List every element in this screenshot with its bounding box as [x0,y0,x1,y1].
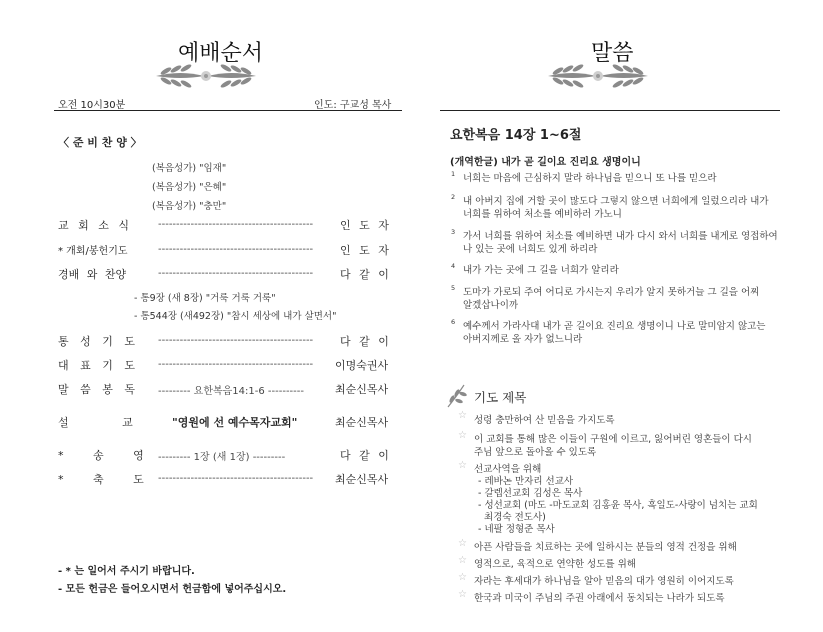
scripture-reading: --------- 요한복음14:1-6 ---------- [158,386,304,397]
order-label: * 송 영 [58,449,144,462]
prayer-item: 이 교회를 통해 많은 이들이 구원에 이르고, 잃어버린 영혼들이 다시 [474,434,752,445]
leaf-sprig-icon [444,383,468,409]
service-time: 오전 10시30분 [58,100,126,111]
mission-item: - 성선교회 (마도 -마도교회 김홍윤 목사, 흑일도-사랑이 넘치는 교회 [478,500,758,511]
header-divider [54,110,402,111]
order-leader-dashes: ------------------------------------------- [158,219,314,230]
prayer-item: 아픈 사람들을 치료하는 곳에 일하시는 분들의 영적 건정을 위해 [474,542,737,553]
verse-text: 내가 가는 곳에 그 길을 너희가 알리라 [463,265,619,276]
order-person: 이명숙권사 [335,359,389,372]
service-leader: 인도: 구교성 목사 [314,100,392,111]
star-bullet-icon: ☆ [458,555,467,566]
star-bullet-icon: ☆ [458,460,467,471]
mission-item: 최경숙 전도사) [478,512,546,523]
order-label: 통 성 기 도 [58,335,135,348]
star-bullet-icon: ☆ [458,589,467,600]
prayer-topics-title: 기도 제목 [474,390,527,405]
note: - * 는 일어서 주시기 바랍니다. [58,566,195,577]
praise-song: (복음성가) "충만" [152,201,227,212]
order-person: 최순신목사 [335,473,389,486]
order-leader-dashes: ------------------------------------------- [158,359,314,370]
verse-number: 2 [451,193,456,201]
mission-item: - 갈렙선교회 김성은 목사 [478,488,583,499]
sermon-page-title: 말씀 [591,41,634,66]
mission-item: - 레바논 만자리 선교사 [478,476,574,487]
mission-item: - 네팔 정형준 목사 [478,524,555,535]
verse-text: 아버지께로 올 자가 없느니라 [463,334,583,345]
verse-text: 너희를 위하여 처소를 예비하러 가노니 [463,209,622,220]
passage-title: 요한복음 14장 1~6절 [450,128,582,143]
order-label: * 축 도 [58,473,144,486]
verse-number: 5 [451,284,456,292]
verse-number: 6 [451,318,456,326]
verse-text: 예수께서 가라사대 내가 곧 길이요 진리요 생명이니 나로 말미암지 않고는 [463,321,766,332]
prayer-item: 자라는 후세대가 하나님을 알아 믿음의 대가 영원히 이어지도록 [474,576,734,587]
order-leader-dashes: ------------------------------------------- [158,335,314,346]
order-leader-dashes: ------------------------------------------- [158,473,314,484]
verse-number: 4 [451,262,456,270]
hymn-line: - 통544장 (새492장) "참시 세상에 내가 살면서" [134,311,337,322]
prayer-item: 주님 앞으로 돌아올 수 있도록 [474,447,597,458]
doxology-hymn: --------- 1장 (새 1장) --------- [158,452,286,463]
laurel-ornament [538,62,658,90]
star-bullet-icon: ☆ [458,572,467,583]
order-leader-dashes: ------------------------------------------- [158,268,314,279]
verse-text: 알겠삽나이까 [463,300,519,311]
order-person: 인 도 자 [340,244,389,257]
order-person: 다 같 이 [340,449,389,462]
order-person: 최순신목사 [335,416,389,429]
praise-song: (복음성가) "은혜" [152,182,227,193]
star-bullet-icon: ☆ [458,410,467,421]
order-leader-dashes: ------------------------------------------- [158,244,314,255]
verse-text: 도마가 가로되 주여 어디로 가시는지 우리가 알지 못하거늘 그 길을 어찌 [463,287,760,298]
laurel-ornament [146,62,266,90]
star-bullet-icon: ☆ [458,430,467,441]
order-person: 최순신목사 [335,383,389,396]
translation-heading: (개역한글) 내가 곧 길이요 진리요 생명이니 [450,157,641,168]
verse-number: 1 [451,170,456,178]
header-divider [440,110,780,111]
verse-text: 너희는 마음에 근심하지 말라 하나님을 믿으니 또 나를 믿으라 [463,173,717,184]
order-of-worship-title: 예배순서 [178,41,264,66]
verse-text: 내 아버지 집에 거할 곳이 많도다 그렇지 않으면 너희에게 일렀으리라 내가 [463,196,769,207]
order-label: * 개회/봉헌기도 [58,246,128,257]
order-label: 말 씀 봉 독 [58,383,135,396]
order-person: 인 도 자 [340,219,389,232]
order-label: 교 회 소 식 [58,219,129,232]
order-person: 다 같 이 [340,268,389,281]
star-bullet-icon: ☆ [458,538,467,549]
note: - 모든 헌금은 들어오시면서 헌금함에 넣어주십시오. [58,584,287,595]
prayer-item: 성령 충만하여 산 믿음을 가지도록 [474,415,615,426]
order-label: 경배 와 찬양 [58,268,127,281]
prayer-item: 한국과 미국이 주님의 주권 아래에서 동치되는 나라가 되도록 [474,593,725,604]
verse-number: 3 [451,228,456,236]
hymn-line: - 통9장 (새 8장) "거룩 거룩 거룩" [134,293,276,304]
order-label: 설 교 [58,416,133,429]
verse-text: 나 있는 곳에 너희도 있게 하리라 [463,244,598,255]
prayer-item: 영적으로, 육적으로 연약한 성도를 위해 [474,559,636,570]
praise-song: (복음성가) "임재" [152,163,227,174]
order-label: 대 표 기 도 [58,359,135,372]
praise-heading: 〈 준 비 찬 양 〉 [58,136,142,149]
sermon-title: "영원에 선 예수목자교회" [172,416,298,429]
prayer-item: 선교사역을 위해 [474,464,542,475]
order-person: 다 같 이 [340,335,389,348]
verse-text: 가서 너희를 위하여 처소를 예비하면 내가 다시 와서 너희를 내게로 영접하여 [463,231,778,242]
